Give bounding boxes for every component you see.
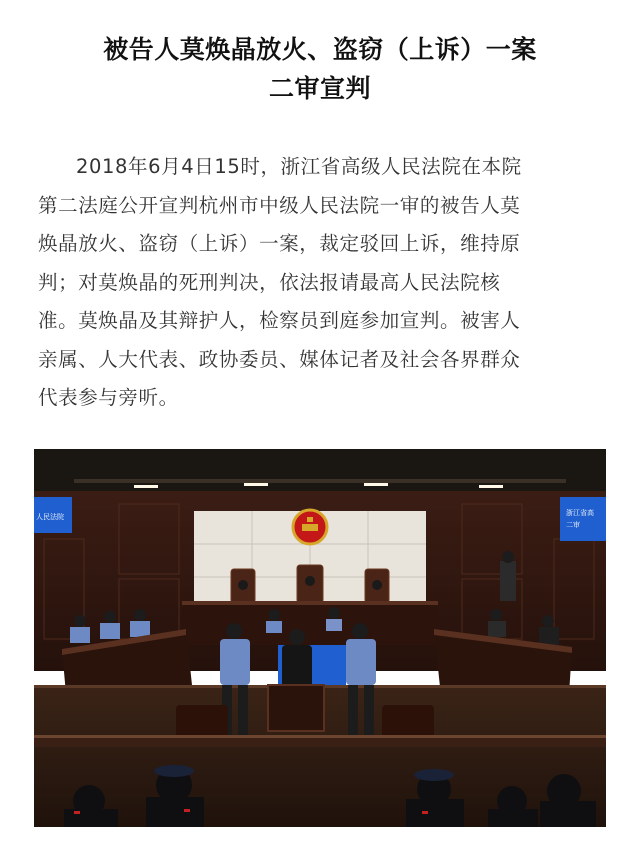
body-line: 亲属、人大代表、政协委员、媒体记者及社会各界群众 [38, 347, 521, 371]
body-line: 第二法庭公开宣判杭州市中级人民法院一审的被告人莫 [38, 193, 521, 217]
body-line: 准。莫焕晶及其辩护人，检察员到庭参加宣判。被害人 [38, 309, 521, 332]
judges-bench [182, 601, 438, 645]
right-screen-text-line1: 浙江省高 [566, 509, 594, 517]
left-screen-text: 人民法院 [36, 513, 64, 521]
defendant-dock [268, 685, 324, 731]
left-screen [34, 497, 72, 533]
emblem-icon [293, 510, 327, 544]
courtroom-photo [34, 449, 606, 827]
ceiling [34, 449, 606, 491]
body-line: 代表参与旁听。 [38, 386, 179, 409]
article-title-line2: 二审宣判 [268, 74, 371, 103]
body-line: 2018年6月4日15时，浙江省高级人民法院在本院 [76, 155, 522, 178]
article-title-line1: 被告人莫焕晶放火、盗窃（上诉）一案 [103, 35, 537, 64]
body-line: 判；对莫焕晶的死刑判决，依法报请最高人民法院核 [38, 270, 501, 294]
body-line: 焕晶放火、盗窃（上诉）一案，裁定驳回上诉，维持原 [38, 232, 521, 255]
right-screen [560, 497, 606, 541]
right-screen-text-line2: 二审 [566, 521, 580, 529]
article-body [38, 148, 608, 418]
